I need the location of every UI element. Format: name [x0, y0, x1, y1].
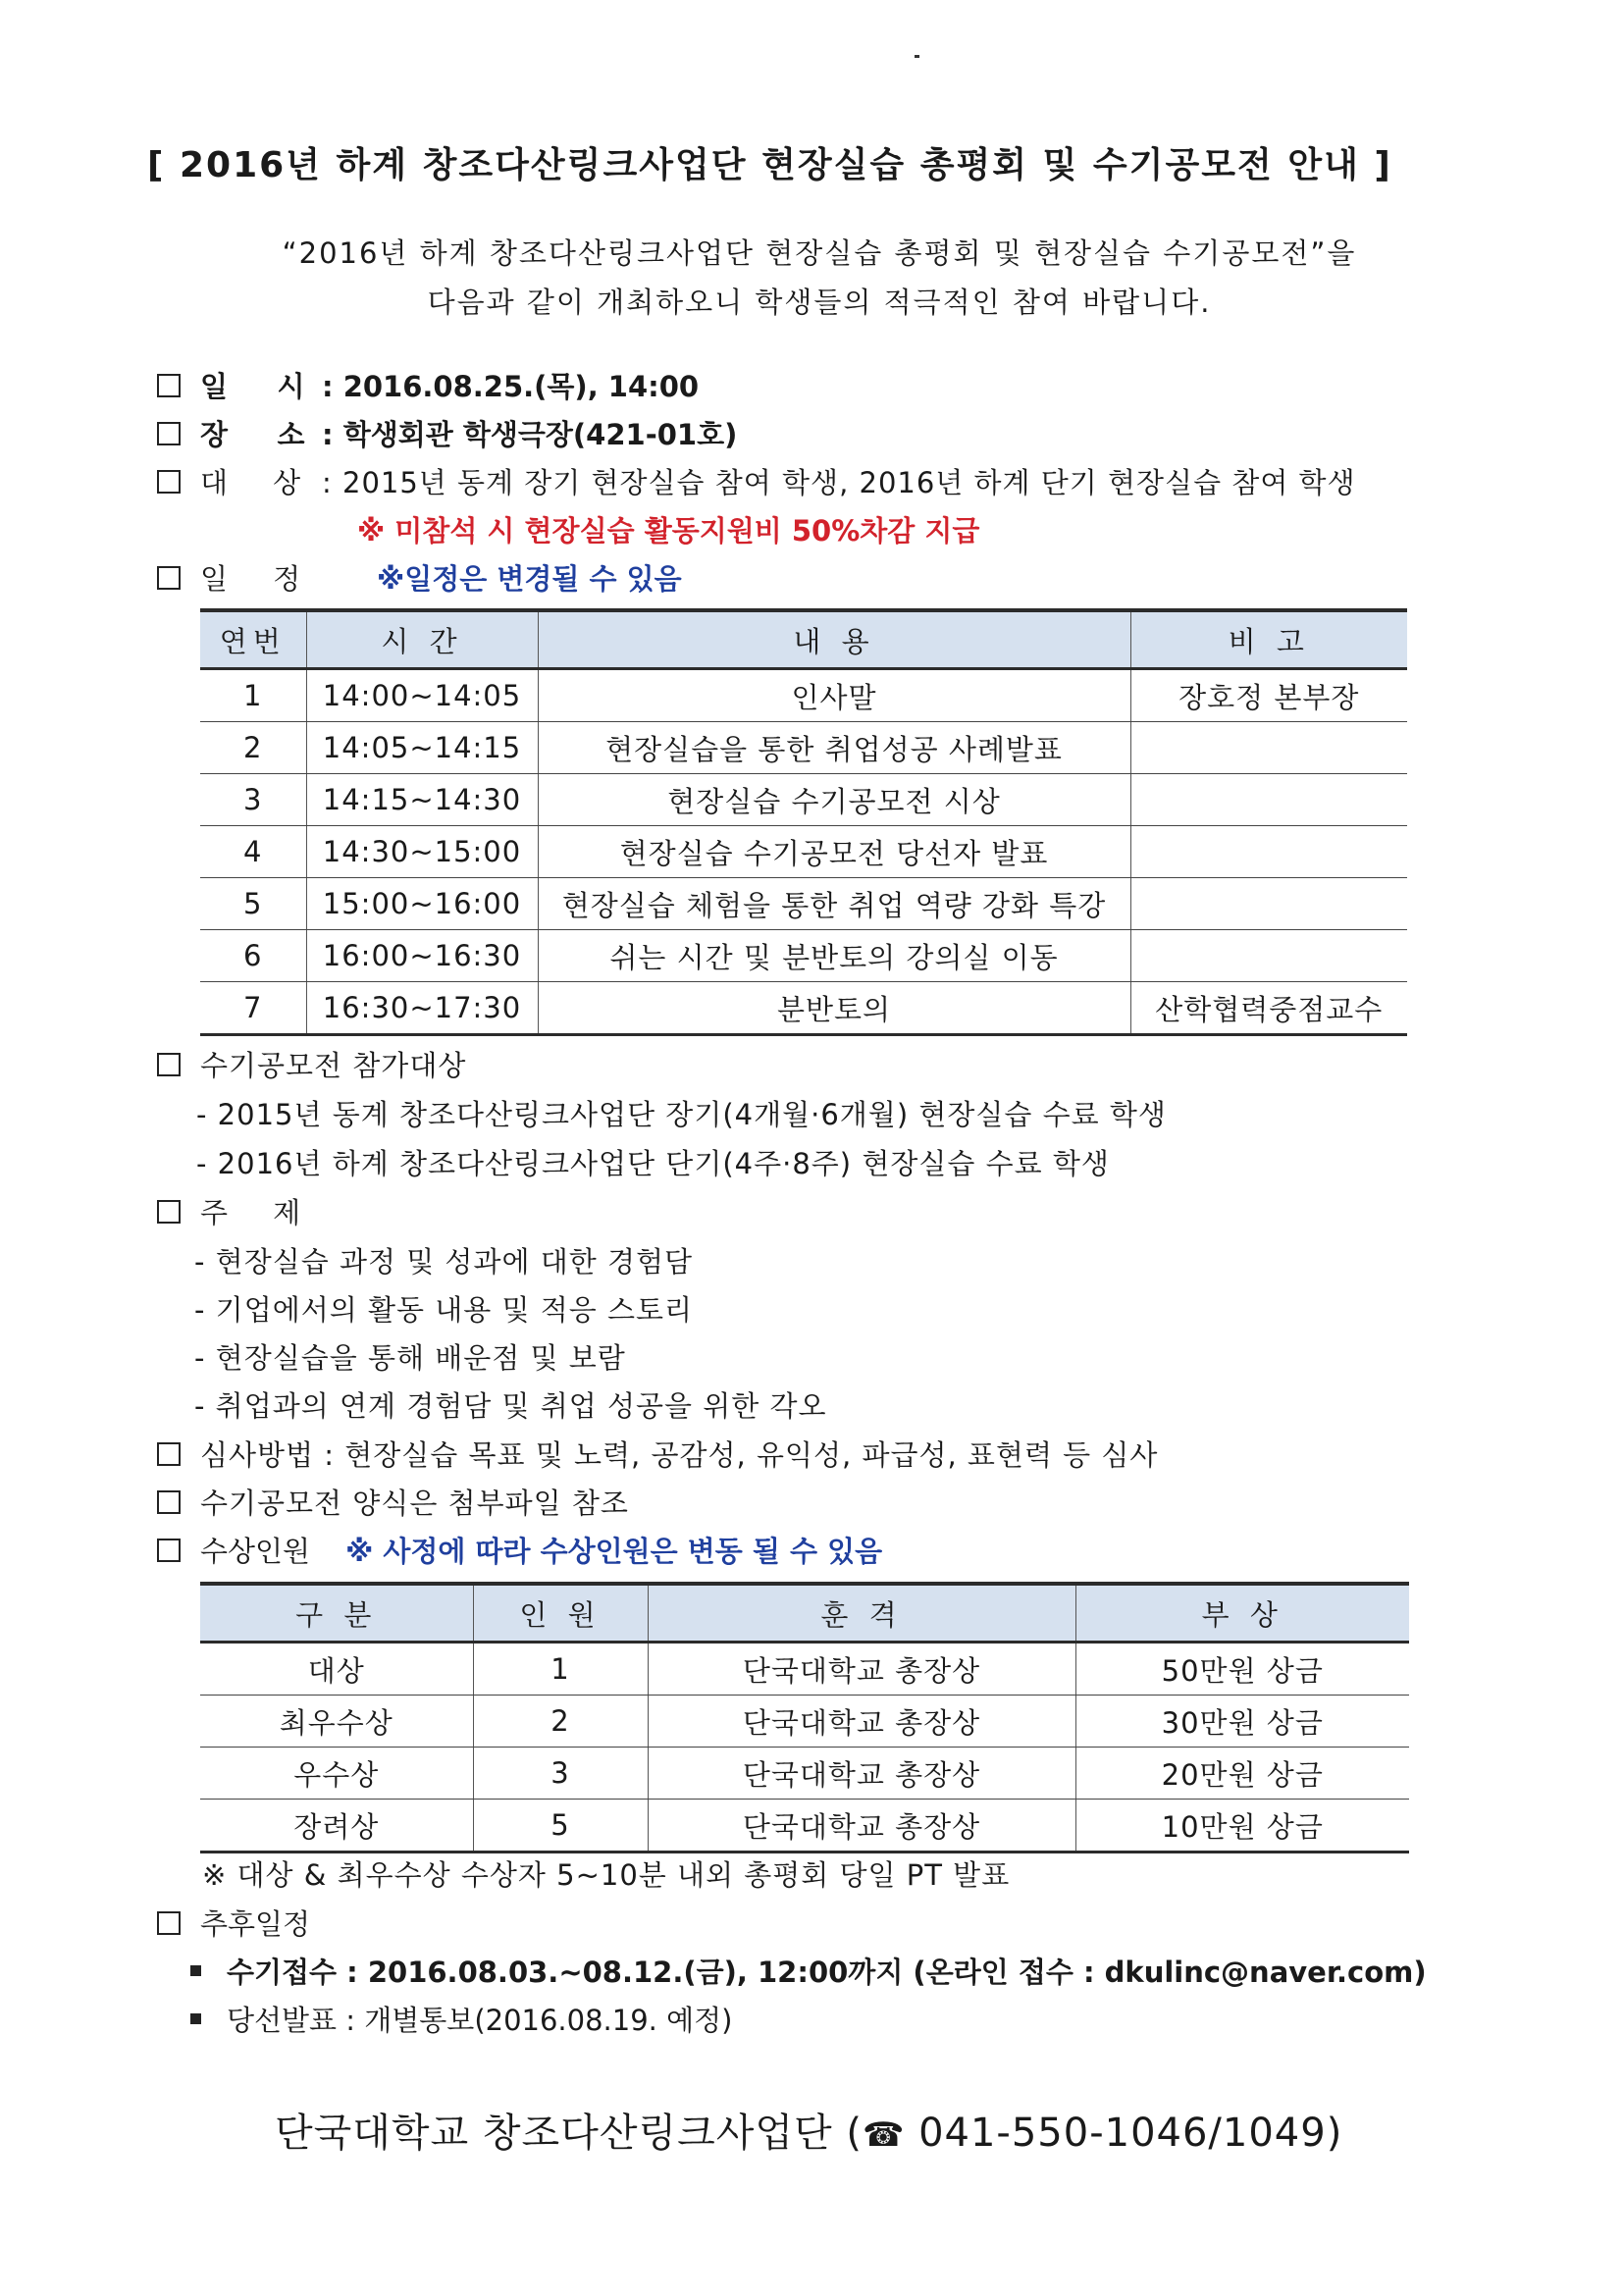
judging-row	[157, 1434, 1158, 1474]
schedule-cell: 14:00~14:05	[306, 669, 538, 722]
schedule-cell: 장호정 본부장	[1130, 669, 1407, 722]
date-value: : 2016.08.25.(목), 14:00	[322, 370, 700, 403]
awards-cell: 단국대학교 총장상	[648, 1800, 1075, 1852]
awards-cell: 30만원 상금	[1075, 1696, 1409, 1748]
checkbox-icon	[157, 1442, 181, 1466]
target-note-row	[357, 509, 979, 549]
target-value: : 2015년 동계 장기 현장실습 참여 학생, 2016년 하계 단기 현장실습 참여 학생	[322, 466, 1356, 499]
document-title: [ 2016년 하계 창조다산링크사업단 현장실습 총평회 및 수기공모전 안내 ]	[147, 145, 1392, 185]
awards-header-cell: 부 상	[1075, 1584, 1409, 1643]
awards-cell: 50만원 상금	[1075, 1643, 1409, 1696]
awards-footnote: ※ 대상 & 최우수상 수상자 5~10분 내외 총평회 당일 PT 발표	[202, 1858, 1011, 1892]
eligible-item: - 2016년 하계 창조다산링크사업단 단기(4주·8주) 현장실습 수료 학생	[196, 1147, 1110, 1180]
form-text: 수기공모전 양식은 첨부파일 참조	[200, 1487, 629, 1520]
topic-item: - 현장실습 과정 및 성과에 대한 경험담	[194, 1245, 693, 1278]
awards-cell: 20만원 상금	[1075, 1748, 1409, 1800]
schedule-label: 일 정	[200, 562, 301, 596]
schedule-cell	[1130, 774, 1407, 826]
awards-cell: 2	[473, 1696, 648, 1748]
info-schedule-row	[157, 557, 682, 598]
awards-label: 수상인원	[200, 1535, 311, 1568]
checkbox-icon	[157, 1200, 181, 1224]
schedule-cell: 5	[200, 878, 306, 930]
schedule-cell: 현장실습 체험을 통한 취업 역량 강화 특강	[538, 878, 1130, 930]
schedule-cell: 6	[200, 930, 306, 982]
schedule-cell: 쉬는 시간 및 분반토의 강의실 이동	[538, 930, 1130, 982]
awards-note: ※ 사정에 따라 수상인원은 변동 될 수 있음	[345, 1535, 883, 1568]
awards-cell: 3	[473, 1748, 648, 1800]
awards-header-cell: 인 원	[473, 1584, 648, 1643]
place-value: : 학생회관 학생극장(421-01호)	[322, 418, 738, 451]
checkbox-icon	[157, 374, 181, 397]
table-row	[200, 1696, 1409, 1748]
schedule-cell: 16:30~17:30	[306, 982, 538, 1035]
schedule-cell: 산학협력중점교수	[1130, 982, 1407, 1035]
schedule-cell: 4	[200, 826, 306, 878]
phone-icon: ☎	[863, 2115, 906, 2155]
footer-org: 단국대학교 창조다산링크사업단 (	[275, 2111, 863, 2156]
awards-header-cell: 훈 격	[648, 1584, 1075, 1643]
schedule-cell: 7	[200, 982, 306, 1035]
info-place-row	[157, 413, 737, 453]
topic-item: - 취업과의 연계 경험담 및 취업 성공을 위한 각오	[194, 1389, 827, 1423]
schedule-header-cell: 시 간	[306, 610, 538, 669]
info-date-row	[157, 365, 699, 405]
square-bullet-icon	[190, 1965, 201, 1976]
schedule-cell: 3	[200, 774, 306, 826]
awards-cell: 10만원 상금	[1075, 1800, 1409, 1852]
awards-cell: 단국대학교 총장상	[648, 1643, 1075, 1696]
table-row	[200, 669, 1407, 722]
table-row	[200, 930, 1407, 982]
awards-table	[200, 1582, 1409, 1853]
followup-item-1	[190, 1951, 1427, 1991]
footer-contact	[275, 2102, 1342, 2158]
awards-row	[157, 1530, 882, 1570]
intro-line-1: “2016년 하계 창조다산링크사업단 현장실습 총평회 및 현장실습 수기공모전”을	[282, 236, 1357, 270]
schedule-cell: 현장실습 수기공모전 시상	[538, 774, 1130, 826]
footer-phone: 041-550-1046/1049)	[905, 2111, 1343, 2156]
schedule-cell: 14:05~14:15	[306, 722, 538, 774]
awards-cell: 5	[473, 1800, 648, 1852]
schedule-cell: 16:00~16:30	[306, 930, 538, 982]
table-row	[200, 1800, 1409, 1852]
awards-cell: 장려상	[200, 1800, 473, 1852]
schedule-header-cell: 비 고	[1130, 610, 1407, 669]
schedule-cell: 1	[200, 669, 306, 722]
table-row	[200, 1748, 1409, 1800]
eligible-row	[157, 1044, 466, 1084]
schedule-cell: 현장실습 수기공모전 당선자 발표	[538, 826, 1130, 878]
awards-cell: 최우수상	[200, 1696, 473, 1748]
target-note: ※ 미참석 시 현장실습 활동지원비 50%차감 지급	[357, 514, 980, 548]
square-bullet-icon	[190, 2013, 201, 2024]
schedule-note: ※일정은 변경될 수 있음	[377, 562, 682, 596]
schedule-cell	[1130, 826, 1407, 878]
schedule-cell: 분반토의	[538, 982, 1130, 1035]
checkbox-icon	[157, 470, 181, 494]
table-row	[200, 878, 1407, 930]
schedule-cell: 2	[200, 722, 306, 774]
awards-cell: 단국대학교 총장상	[648, 1748, 1075, 1800]
table-row	[200, 982, 1407, 1035]
eligible-item: - 2015년 동계 창조다산링크사업단 장기(4개월·6개월) 현장실습 수료 학생	[196, 1098, 1167, 1131]
topic-row	[157, 1191, 300, 1231]
schedule-cell	[1130, 878, 1407, 930]
topic-label: 주 제	[200, 1196, 301, 1229]
schedule-cell	[1130, 930, 1407, 982]
schedule-cell: 14:15~14:30	[306, 774, 538, 826]
place-label: 장 소	[200, 418, 305, 451]
schedule-table	[200, 608, 1407, 1036]
checkbox-icon	[157, 1539, 181, 1562]
table-row	[200, 826, 1407, 878]
schedule-header-cell: 내 용	[538, 610, 1130, 669]
checkbox-icon	[157, 566, 181, 590]
awards-header-row	[200, 1584, 1409, 1643]
awards-cell: 대상	[200, 1643, 473, 1696]
table-row	[200, 774, 1407, 826]
schedule-cell	[1130, 722, 1407, 774]
awards-header-cell: 구 분	[200, 1584, 473, 1643]
judging-text: 심사방법 : 현장실습 목표 및 노력, 공감성, 유익성, 파급성, 표현력 등 심사	[200, 1438, 1159, 1472]
info-target-row	[157, 461, 1356, 501]
followup-item-2	[190, 1999, 732, 2039]
checkbox-icon	[157, 1911, 181, 1935]
followup-label: 추후일정	[200, 1907, 311, 1941]
schedule-cell: 현장실습을 통한 취업성공 사례발표	[538, 722, 1130, 774]
schedule-cell: 인사말	[538, 669, 1130, 722]
followup-row	[157, 1903, 310, 1943]
topic-item: - 현장실습을 통해 배운점 및 보람	[194, 1341, 626, 1375]
form-row	[157, 1482, 629, 1522]
scan-speck	[915, 55, 919, 58]
eligible-label: 수기공모전 참가대상	[200, 1049, 467, 1082]
followup-item-1-text: 수기접수 : 2016.08.03.~08.12.(금), 12:00까지 (온라인 접수 : dkulinc@naver.com)	[227, 1956, 1427, 1989]
intro-line-2: 다음과 같이 개최하오니 학생들의 적극적인 참여 바랍니다.	[427, 286, 1212, 319]
table-row	[200, 722, 1407, 774]
checkbox-icon	[157, 1053, 181, 1076]
awards-cell: 단국대학교 총장상	[648, 1696, 1075, 1748]
awards-cell: 1	[473, 1643, 648, 1696]
schedule-cell: 15:00~16:00	[306, 878, 538, 930]
checkbox-icon	[157, 422, 181, 445]
checkbox-icon	[157, 1490, 181, 1514]
schedule-cell: 14:30~15:00	[306, 826, 538, 878]
followup-item-2-text: 당선발표 : 개별통보(2016.08.19. 예정)	[227, 2004, 733, 2037]
schedule-header-row	[200, 610, 1407, 669]
awards-cell: 우수상	[200, 1748, 473, 1800]
date-label: 일 시	[200, 370, 305, 403]
table-row	[200, 1643, 1409, 1696]
target-label: 대 상	[200, 466, 301, 499]
schedule-header-cell: 연번	[200, 610, 306, 669]
topic-item: - 기업에서의 활동 내용 및 적응 스토리	[194, 1293, 693, 1327]
